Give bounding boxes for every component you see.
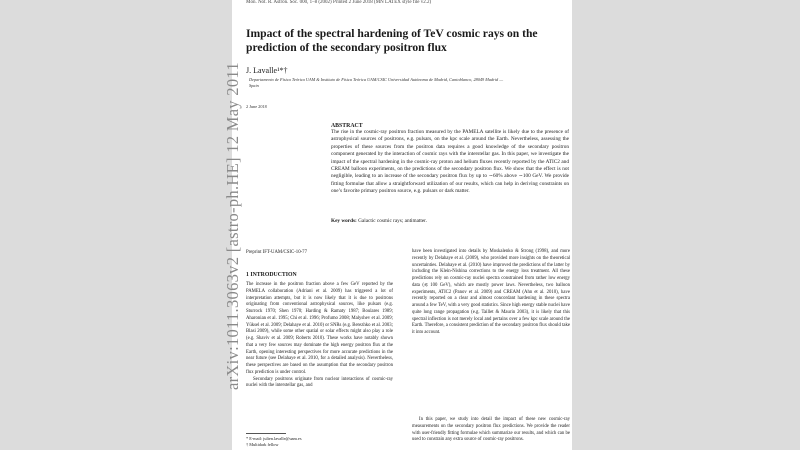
right-paragraph-2: In this paper, we study into detail the impact of these new cosmic-ray measurements on the secondary positron flux predictions. We provide the reader with user-friendly fitting formulae which summarize our results, and which can be used to constrain any extra source of cosmic-ray positrons. xyxy=(412,417,570,443)
abstract-body: The rise in the cosmic-ray positron fraction measured by the PAMELA satellite is likely due to the presence of astrophysical sources of positrons, e.g. pulsars, on the kpc scale around the Earth. Nevertheless, assessing the properties of these sources from the positron data requires a good knowledge of the secondary positron component generated by the interaction of cosmic rays with the interstellar gas. In this paper, we investigate the impact of the spectral hardening in the cosmic-ray proton and helium fluxes recently reported by the ATIC2 and CREAM balloon experiments, on the predictions of the secondary positron flux. We show that the effect is not negligible, leading to an increase of the secondary positron flux by up to ∼60% above ∼100 GeV. We provide fitting formulae that allow a straightforward utilization of our results, which can help in deriving constraints on one’s favorite primary positron source, e.g. pulsars or dark matter. xyxy=(331,129,569,195)
footnote-email: * E-mail: julien.lavalle@uam.es xyxy=(246,436,302,441)
journal-header-line: Mon. Not. R. Astron. Soc. 000, 1–8 (2002) Printed 2 June 2018 (MN LATEX style file v2.2) xyxy=(246,0,432,5)
arxiv-id: arXiv:1011.3063v2 [astro-ph.HE] 12 May 2011 xyxy=(223,62,242,390)
abstract-heading: ABSTRACT xyxy=(331,123,363,129)
paper-title: Impact of the spectral hardening of TeV cosmic rays on the prediction of the secondary positron flux xyxy=(246,27,538,54)
footnote-fellow: † Multidark fellow xyxy=(246,442,279,447)
author-affiliation: Departamento de Física Teórica UAM & Instituto de Física Teórica UAM/CSIC Universidad Autónoma de Madrid, Cantoblanco, 28049 Madrid — Spain xyxy=(249,77,504,88)
keywords-text: Galactic cosmic rays; antimatter. xyxy=(358,218,427,224)
preprint-number: Preprint IFT-UAM/CSIC-10-77 xyxy=(246,250,307,255)
section-heading-introduction: 1 INTRODUCTION xyxy=(246,272,297,278)
keywords xyxy=(331,218,569,224)
right-column-bottom xyxy=(412,417,570,444)
keywords-label: Key words: xyxy=(331,218,357,224)
print-date: 2 June 2018 xyxy=(246,104,267,109)
intro-paragraph-2: Secondary positrons originate from nuclear interactions of cosmic-ray nuclei with the interstellar gas, and xyxy=(246,376,393,389)
intro-paragraph-1: The increase in the positron fraction above a few GeV reported by the PAMELA collaboration (Adriani et al. 2009) has triggered a lot of interpretation attempts, but it is now likely that it is due to positrons originating from conventional astrophysical sources, like pulsars (e.g. Sturrock 1970; Shen 1970; Harding & Ramaty 1987; Boulares 1989; Aharonian et al. 1995; Chi et al. 1996; Profumo 2008; Malyshev et al. 2009; Yüksel et al. 2009; Delahaye et al. 2010) or SNRs (e.g. Berezhko et al. 2003; Blasi 2009), while some other spatial or solar effects might also play a role (e.g. Shaviv et al. 2009; Roberts 2010). These works have notably shown that a very few sources may dominate the high energy positron flux at the Earth, opening interesting perspectives for more accurate predictions in the near future (see Delahaye et al. 2010, for a detailed analysis). Nevertheless, these perspectives are based on the assumption that the secondary positron flux prediction is under control. xyxy=(246,282,393,375)
right-paragraph-1: have been investigated into details by Moskalenko & Strong (1998), and more recently by Delahaye et al. (2009), who provided more insights on the theoretical uncertainties. Delahaye et al. (2010) have improved the predictions of the latter by including the Klein-Nishina corrections to the energy loss treatment. All these predictions rely on cosmic-ray nuclei spectra constrained from rather low energy data (≲ 100 GeV), which are mostly power laws. Nevertheless, two balloon experiments, ATIC2 (Panov et al. 2009) and CREAM (Ahn et al. 2010), have recently reported on a clear and almost concordant hardening in these spectra around a few TeV, with a very good statistics. Since high energy stable nuclei have quite long range propagation (e.g. Taillet & Maurin 2003), it is likely that this spectral inflection is not merely local and pertains over a few kpc scale around the Earth. Therefore, a consistent prediction of the secondary positron flux should take it into account. xyxy=(412,249,570,335)
right-column-top xyxy=(412,249,570,337)
author-name: J. Lavalle¹*† xyxy=(246,66,288,75)
footnote-rule xyxy=(246,433,286,434)
left-column xyxy=(246,282,393,390)
